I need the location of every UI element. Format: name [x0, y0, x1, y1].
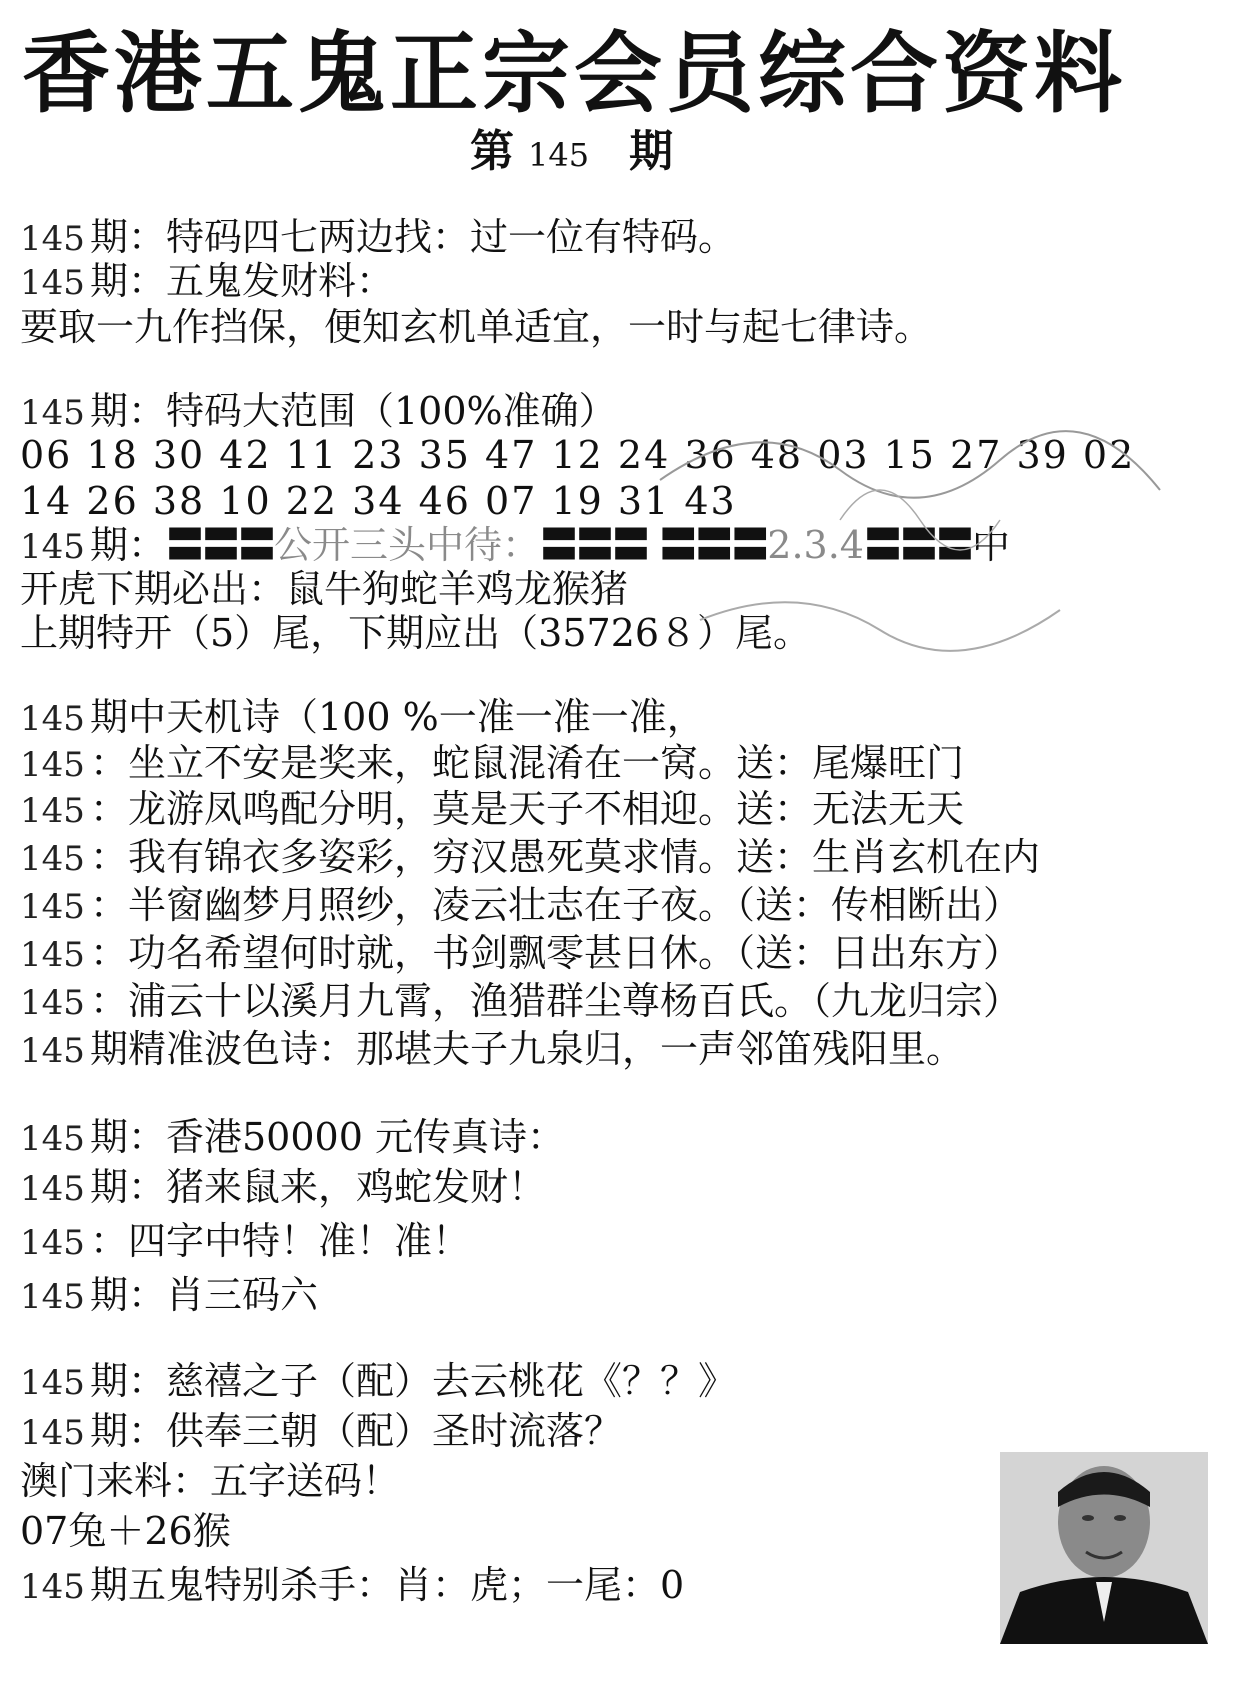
line-text: 期：慈禧之子（配）去云桃花《？？》	[90, 1359, 737, 1403]
issue-prefix-number: 145	[20, 745, 85, 785]
issue-prefix-number: 145	[20, 527, 85, 567]
line-text: ：半窗幽梦月照纱，凌云壮志在子夜。（送：传相断出）	[90, 883, 1022, 927]
line-text: 上期特开（5）尾，下期应出（35726８）尾。	[20, 611, 812, 655]
text-line-9	[20, 611, 812, 655]
issue-prefix: 第	[470, 126, 514, 177]
issue-prefix-number: 145	[20, 791, 85, 831]
text-line-11	[20, 741, 965, 785]
line-text: 期：供奉三朝（配）圣时流落？	[90, 1409, 623, 1453]
text-line-4	[20, 389, 617, 433]
issue-prefix-number: 145	[20, 1119, 85, 1159]
person-photo-icon	[1000, 1452, 1208, 1644]
redaction-bars: 〓〓〓 〓〓〓	[540, 522, 768, 567]
text-line-26	[20, 1563, 685, 1607]
line-text: 期：猪来鼠来，鸡蛇发财！	[90, 1165, 547, 1209]
text-line-10	[20, 695, 705, 739]
line-text: 期中天机诗（100 %一准一准一准，	[90, 695, 705, 739]
text-line-3	[20, 305, 933, 349]
issue-prefix-number: 145	[20, 1223, 85, 1263]
issue-prefix-number: 145	[20, 393, 85, 433]
line-text: 期：特码大范围（100%准确）	[90, 389, 617, 433]
issue-prefix-number: 145	[20, 1413, 85, 1453]
line-text: 07兔＋26猴	[20, 1509, 231, 1553]
issue-prefix-number: 145	[20, 887, 85, 927]
issue-label	[470, 126, 674, 177]
line-text: ：浦云十以溪月九霄，渔猎群尘尊杨百氏。（九龙归宗）	[90, 979, 1022, 1023]
text-line-19	[20, 1165, 547, 1209]
text-line-8	[20, 567, 629, 611]
text-line-18	[20, 1115, 565, 1159]
text-line-23	[20, 1409, 623, 1453]
line-text: 期五鬼特别杀手：肖：虎；一尾：0	[90, 1563, 685, 1607]
redaction-bars: 〓〓〓	[863, 522, 972, 567]
text-line-21	[20, 1273, 319, 1317]
text-line-17	[20, 1027, 965, 1071]
issue-prefix-number: 145	[20, 263, 85, 303]
text-line-20	[20, 1219, 471, 1263]
line-text: 期：	[90, 523, 167, 567]
line-text: 中	[972, 523, 1011, 567]
line-text: 期：五鬼发财料：	[90, 259, 395, 303]
line-text: 14 26 38 10 22 34 46 07 19 31 43	[20, 479, 737, 523]
line-text: ：功名希望何时就，书剑飘零甚日休。（送：日出东方）	[90, 931, 1022, 975]
text-line-13	[20, 835, 1041, 879]
text-line-25	[20, 1509, 231, 1553]
text-line-14	[20, 883, 1022, 927]
line-text: 公开三头中待：	[274, 523, 541, 567]
issue-prefix-number: 145	[20, 1567, 85, 1607]
text-line-22	[20, 1359, 737, 1403]
issue-prefix-number: 145	[20, 219, 85, 259]
line-text: 期：特码四七两边找：过一位有特码。	[90, 215, 737, 259]
issue-prefix-number: 145	[20, 839, 85, 879]
issue-suffix: 期	[629, 126, 674, 177]
issue-prefix-number: 145	[20, 983, 85, 1023]
issue-number: 145	[528, 136, 590, 174]
issue-prefix-number: 145	[20, 1277, 85, 1317]
number-row-1	[20, 433, 1136, 477]
line-text: 要取一九作挡保，便知玄机单适宜，一时与起七律诗。	[20, 305, 933, 349]
issue-prefix-number: 145	[20, 1363, 85, 1403]
text-line-2	[20, 259, 395, 303]
line-text: 2.3.4	[767, 523, 864, 567]
issue-prefix-number: 145	[20, 1031, 85, 1071]
line-text: 澳门来料：五字送码！	[20, 1459, 401, 1503]
line-text: 06 18 30 42 11 23 35 47 12 24 36 48 03 15 27 39 02	[20, 433, 1136, 477]
issue-prefix-number: 145	[20, 935, 85, 975]
line-text: 开虎下期必出：鼠牛狗蛇羊鸡龙猴猪	[20, 567, 629, 611]
text-line-12	[20, 787, 965, 831]
line-text: ：四字中特！准！准！	[90, 1219, 471, 1263]
number-row-2	[20, 479, 737, 523]
issue-prefix-number: 145	[20, 699, 85, 739]
issue-prefix-number: 145	[20, 1169, 85, 1209]
line-text: ：龙游凤鸣配分明，莫是天子不相迎。送：无法无天	[90, 787, 965, 831]
line-text: ：我有锦衣多姿彩，穷汉愚死莫求情。送：生肖玄机在内	[90, 835, 1041, 879]
line-text: ：坐立不安是奖来，蛇鼠混淆在一窝。送：尾爆旺门	[90, 741, 965, 785]
text-line-24	[20, 1459, 401, 1503]
text-line-16	[20, 979, 1022, 1023]
page-title: 香港五鬼正宗会员综合资料	[22, 22, 1127, 125]
portrait-photo	[1000, 1452, 1208, 1644]
text-line-1	[20, 215, 737, 259]
line-text: 期：肖三码六	[90, 1273, 319, 1317]
line-text: 期精准波色诗：那堪夫子九泉归，一声邻笛残阳里。	[90, 1027, 965, 1071]
line-text: 期：香港50000 元传真诗：	[90, 1115, 565, 1159]
redaction-bars: 〓〓〓	[166, 522, 275, 567]
text-line-15	[20, 931, 1022, 975]
text-line-7	[20, 522, 1011, 567]
